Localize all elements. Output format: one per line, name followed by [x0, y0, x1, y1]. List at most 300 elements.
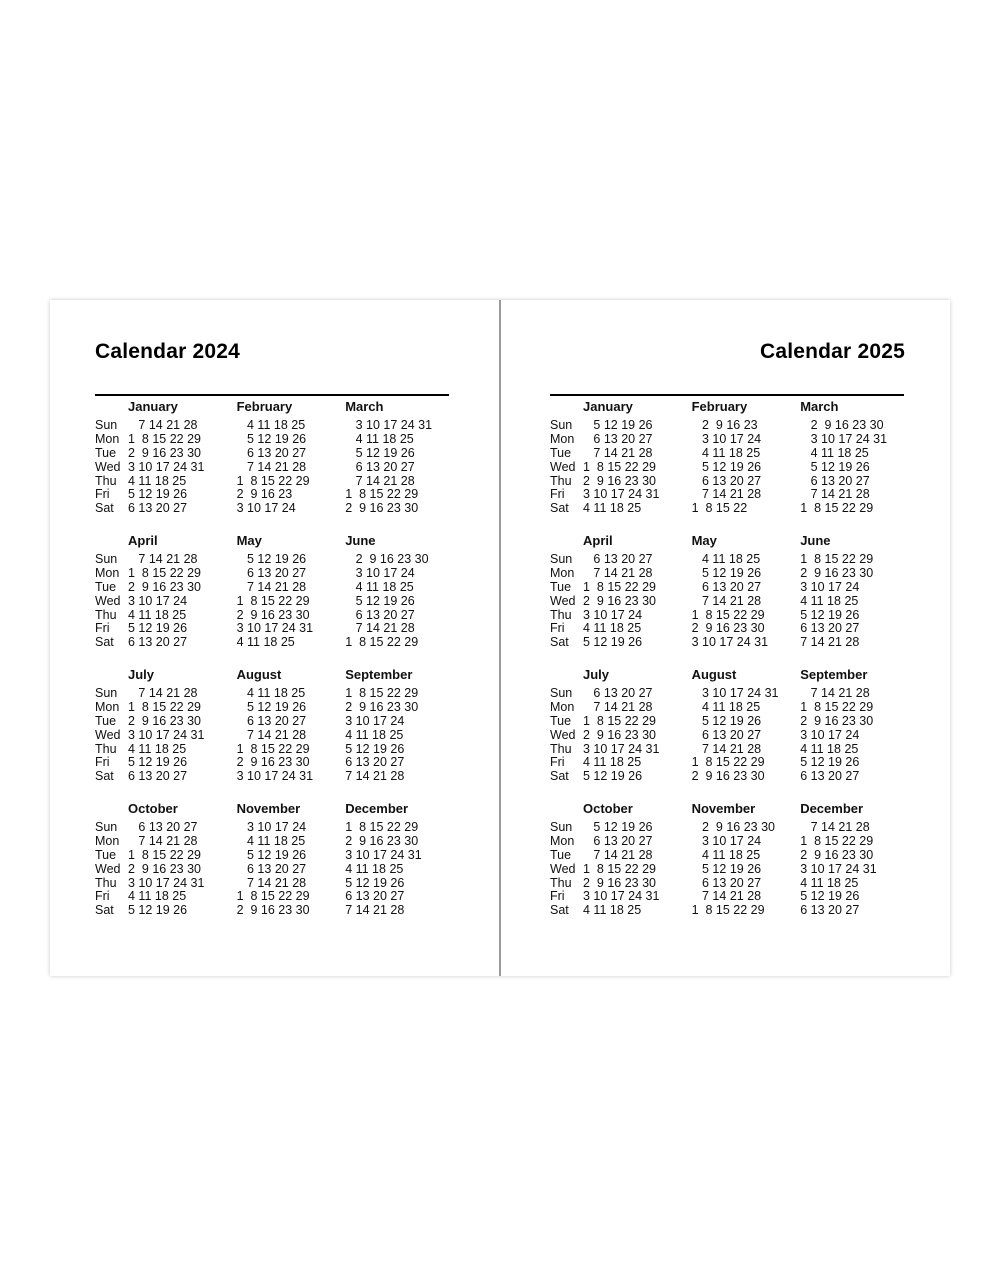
- weekday-label: Sun: [95, 418, 118, 432]
- weekday-dates-row: 4 11 18 25: [236, 635, 295, 650]
- weekday-dates-row: 5 12 19 26: [800, 607, 860, 622]
- weekday-dates-row: 6 13 20 27: [691, 875, 762, 890]
- weekday-dates-row: 1 8 15 22 29: [800, 833, 874, 848]
- month-name: June: [800, 533, 831, 548]
- month-grid: [550, 399, 910, 935]
- month-name: January: [128, 399, 178, 414]
- weekday-dates-row: 6 13 20 27: [345, 889, 405, 904]
- month-block: [237, 667, 346, 801]
- weekday-label: Wed: [550, 861, 576, 876]
- month-block: [583, 399, 692, 533]
- weekday-label: Thu: [550, 473, 572, 488]
- weekday-dates-row: 6 13 20 27: [128, 820, 198, 834]
- weekday-dates-row: 6 13 20 27: [345, 755, 405, 770]
- weekday-labels: [550, 801, 583, 935]
- weekday-label: Wed: [95, 593, 121, 608]
- weekday-dates-row: 4 11 18 25: [345, 431, 414, 446]
- month-block: [583, 667, 692, 801]
- weekday-label: Thu: [550, 875, 572, 890]
- month-block: [583, 533, 692, 667]
- weekday-dates-row: 3 10 17 24 31: [800, 431, 888, 446]
- month-block: [800, 667, 909, 801]
- month-days: [583, 687, 692, 784]
- weekday-dates-row: 2 9 16 23 30: [345, 699, 419, 714]
- weekday-dates-row: 3 10 17 24 31: [691, 686, 779, 700]
- weekday-dates-row: 4 11 18 25: [691, 552, 761, 566]
- weekday-dates-row: 1 8 15 22 29: [128, 699, 201, 714]
- month-block: [692, 533, 801, 667]
- weekday-dates-row: 2 9 16 23 30: [236, 755, 310, 770]
- weekday-dates-row: 1 8 15 22 29: [236, 741, 310, 756]
- month-name: March: [800, 399, 839, 414]
- weekday-dates-row: 7 14 21 28: [583, 699, 653, 714]
- weekday-dates-row: 3 10 17 24 31: [128, 727, 205, 742]
- month-days: [800, 821, 909, 918]
- month-name: April: [583, 533, 613, 548]
- weekday-dates-row: 3 10 17 24: [128, 593, 188, 608]
- weekday-label: Fri: [95, 621, 110, 636]
- weekday-dates-row: 7 14 21 28: [128, 833, 198, 848]
- weekday-dates-row: 7 14 21 28: [800, 487, 870, 502]
- weekday-dates-row: 4 11 18 25: [236, 833, 306, 848]
- quarter-row: [95, 399, 455, 533]
- month-name: October: [128, 801, 178, 816]
- month-name: May: [691, 533, 717, 548]
- weekday-dates-row: 1 8 15 22 29: [583, 579, 656, 594]
- weekday-dates-row: 2 9 16 23 30: [583, 727, 656, 742]
- weekday-dates-row: 6 13 20 27: [345, 607, 415, 622]
- weekday-dates-row: 1 8 15 22 29: [691, 755, 765, 770]
- weekday-dates-row: 5 12 19 26: [236, 847, 307, 862]
- weekday-label: Tue: [550, 445, 572, 460]
- weekday-dates-row: 1 8 15 22 29: [236, 593, 310, 608]
- weekday-label: Sun: [95, 686, 118, 700]
- weekday-label: Fri: [550, 621, 565, 636]
- weekday-dates-row: 1 8 15 22 29: [583, 459, 656, 474]
- weekday-dates-row: 5 12 19 26: [800, 889, 860, 904]
- weekday-label: Thu: [550, 741, 572, 756]
- weekday-dates-row: 5 12 19 26: [236, 699, 307, 714]
- weekday-label: Tue: [550, 847, 572, 862]
- weekday-label: Sat: [550, 769, 569, 784]
- month-block: [345, 667, 454, 801]
- weekday-dates-row: 4 11 18 25: [128, 741, 187, 756]
- weekday-dates-row: 5 12 19 26: [345, 875, 405, 890]
- weekday-dates-row: 6 13 20 27: [128, 769, 188, 784]
- month-block: [800, 399, 909, 533]
- weekday-dates-row: 3 10 17 24: [691, 431, 762, 446]
- month-days: [692, 687, 801, 784]
- weekday-dates-row: 2 9 16 23 30: [800, 565, 874, 580]
- weekday-dates-row: 7 14 21 28: [345, 769, 405, 784]
- month-name: November: [236, 801, 301, 816]
- calendar-page-left: [50, 300, 499, 976]
- month-days: [128, 553, 237, 650]
- weekday-dates-row: 1 8 15 22 29: [691, 903, 765, 918]
- weekday-label: Sun: [95, 552, 118, 566]
- weekday-dates-row: 4 11 18 25: [128, 607, 187, 622]
- month-block: [128, 667, 237, 801]
- weekday-dates-row: 6 13 20 27: [583, 431, 653, 446]
- weekday-dates-row: 5 12 19 26: [583, 769, 643, 784]
- weekday-dates-row: 1 8 15 22 29: [345, 635, 419, 650]
- weekday-label: Fri: [95, 487, 110, 502]
- weekday-label: Mon: [95, 431, 120, 446]
- weekday-dates-row: 5 12 19 26: [345, 593, 415, 608]
- weekday-dates-row: 2 9 16 23 30: [691, 820, 775, 834]
- month-name: January: [583, 399, 633, 414]
- weekday-dates-row: 2 9 16 23 30: [800, 847, 874, 862]
- month-days: [345, 687, 454, 784]
- weekday-label: Mon: [95, 833, 120, 848]
- weekday-labels: [95, 533, 128, 667]
- quarter-row: [95, 533, 455, 667]
- month-name: June: [345, 533, 376, 548]
- month-days: [128, 687, 237, 784]
- weekday-dates-row: 6 13 20 27: [800, 473, 870, 488]
- weekday-label: Fri: [95, 889, 110, 904]
- weekday-dates-row: 2 9 16 23 30: [236, 607, 310, 622]
- month-name: February: [236, 399, 293, 414]
- weekday-label: Thu: [95, 875, 117, 890]
- weekday-dates-row: 7 14 21 28: [691, 487, 762, 502]
- weekday-label: Fri: [550, 889, 565, 904]
- weekday-dates-row: 3 10 17 24 31: [345, 847, 422, 862]
- month-name: July: [583, 667, 610, 682]
- month-days: [800, 687, 909, 784]
- weekday-label: Fri: [550, 755, 565, 770]
- weekday-dates-row: 3 10 17 24 31: [583, 741, 660, 756]
- weekday-dates-row: 4 11 18 25: [128, 889, 187, 904]
- weekday-dates-row: 3 10 17 24 31: [345, 418, 433, 432]
- month-days: [345, 553, 454, 650]
- month-block: [237, 801, 346, 935]
- weekday-dates-row: 7 14 21 28: [800, 686, 870, 700]
- weekday-dates-row: 6 13 20 27: [800, 621, 860, 636]
- month-days: [800, 419, 909, 516]
- weekday-label: Tue: [95, 445, 117, 460]
- weekday-label: Mon: [550, 833, 575, 848]
- weekday-dates-row: 6 13 20 27: [345, 459, 415, 474]
- month-block: [128, 533, 237, 667]
- weekday-dates-row: 3 10 17 24 31: [128, 875, 205, 890]
- weekday-dates-row: 3 10 17 24: [800, 579, 860, 594]
- month-block: [800, 533, 909, 667]
- page-title: Calendar 2025: [759, 340, 905, 363]
- quarter-row: [95, 667, 455, 801]
- weekday-dates-row: 4 11 18 25: [128, 473, 187, 488]
- weekday-dates-row: 2 9 16 23 30: [583, 473, 656, 488]
- weekday-labels: [550, 667, 583, 801]
- weekday-dates-row: 1 8 15 22 29: [800, 699, 874, 714]
- quarter-row: [550, 667, 910, 801]
- weekday-label: Tue: [95, 713, 117, 728]
- weekday-label: Wed: [95, 459, 121, 474]
- weekday-dates-row: 1 8 15 22 29: [583, 713, 656, 728]
- quarter-row: [550, 801, 910, 935]
- month-block: [128, 801, 237, 935]
- weekday-dates-row: 2 9 16 23 30: [345, 501, 419, 516]
- weekday-label: Mon: [550, 565, 575, 580]
- weekday-label: Sun: [550, 686, 573, 700]
- weekday-label: Thu: [95, 741, 117, 756]
- weekday-dates-row: 5 12 19 26: [128, 621, 188, 636]
- weekday-labels: [95, 801, 128, 935]
- month-name: March: [345, 399, 384, 414]
- weekday-dates-row: 7 14 21 28: [128, 552, 198, 566]
- weekday-dates-row: 2 9 16 23 30: [128, 713, 201, 728]
- weekday-dates-row: 1 8 15 22 29: [800, 501, 874, 516]
- weekday-dates-row: 3 10 17 24 31: [128, 459, 205, 474]
- weekday-dates-row: 2 9 16 23 30: [583, 593, 656, 608]
- month-name: September: [345, 667, 413, 682]
- weekday-label: Sat: [550, 635, 569, 650]
- month-days: [237, 687, 346, 784]
- weekday-dates-row: 3 10 17 24 31: [583, 889, 660, 904]
- month-block: [345, 801, 454, 935]
- month-days: [583, 553, 692, 650]
- weekday-dates-row: 7 14 21 28: [345, 473, 415, 488]
- weekday-dates-row: 4 11 18 25: [800, 875, 859, 890]
- weekday-dates-row: 1 8 15 22 29: [345, 686, 419, 700]
- weekday-dates-row: 5 12 19 26: [345, 741, 405, 756]
- month-name: August: [691, 667, 737, 682]
- month-days: [583, 821, 692, 918]
- weekday-dates-row: 3 10 17 24: [691, 833, 762, 848]
- weekday-label: Mon: [550, 431, 575, 446]
- weekday-dates-row: 3 10 17 24 31: [236, 621, 314, 636]
- title-rule: [95, 394, 449, 396]
- weekday-dates-row: 2 9 16 23 30: [800, 713, 874, 728]
- month-block: [692, 399, 801, 533]
- quarter-row: [95, 801, 455, 935]
- weekday-dates-row: 7 14 21 28: [128, 686, 198, 700]
- weekday-dates-row: 4 11 18 25: [800, 593, 859, 608]
- month-days: [237, 419, 346, 516]
- month-name: April: [128, 533, 158, 548]
- weekday-labels: [550, 399, 583, 533]
- weekday-label: Sun: [550, 418, 573, 432]
- month-name: December: [345, 801, 409, 816]
- weekday-dates-row: 1 8 15 22: [691, 501, 748, 516]
- month-days: [128, 821, 237, 918]
- month-name: July: [128, 667, 155, 682]
- weekday-dates-row: 7 14 21 28: [800, 635, 860, 650]
- weekday-label: Tue: [95, 847, 117, 862]
- weekday-label: Sat: [95, 769, 114, 784]
- weekday-dates-row: 5 12 19 26: [128, 755, 188, 770]
- weekday-dates-row: 2 9 16 23 30: [345, 552, 429, 566]
- weekday-dates-row: 7 14 21 28: [691, 741, 762, 756]
- weekday-dates-row: 5 12 19 26: [583, 820, 653, 834]
- weekday-dates-row: 4 11 18 25: [583, 903, 642, 918]
- weekday-dates-row: 7 14 21 28: [800, 820, 870, 834]
- weekday-dates-row: 3 10 17 24: [236, 501, 296, 516]
- weekday-dates-row: 4 11 18 25: [345, 861, 404, 876]
- weekday-dates-row: 6 13 20 27: [691, 473, 762, 488]
- weekday-dates-row: 5 12 19 26: [236, 431, 307, 446]
- weekday-dates-row: 1 8 15 22 29: [128, 847, 201, 862]
- month-name: February: [691, 399, 748, 414]
- weekday-label: Wed: [95, 727, 121, 742]
- weekday-dates-row: 6 13 20 27: [128, 635, 188, 650]
- month-name: December: [800, 801, 864, 816]
- weekday-dates-row: 7 14 21 28: [583, 565, 653, 580]
- weekday-dates-row: 2 9 16 23 30: [800, 418, 884, 432]
- weekday-label: Thu: [95, 473, 117, 488]
- month-name: October: [583, 801, 633, 816]
- weekday-dates-row: 6 13 20 27: [800, 769, 860, 784]
- weekday-label: Sat: [95, 501, 114, 516]
- weekday-dates-row: 1 8 15 22 29: [583, 861, 656, 876]
- month-days: [237, 553, 346, 650]
- weekday-label: Wed: [550, 727, 576, 742]
- month-block: [692, 801, 801, 935]
- calendar-page-right: [501, 300, 950, 976]
- weekday-dates-row: 4 11 18 25: [583, 501, 642, 516]
- weekday-dates-row: 3 10 17 24: [345, 713, 405, 728]
- weekday-label: Wed: [550, 593, 576, 608]
- weekday-labels: [95, 399, 128, 533]
- weekday-dates-row: 7 14 21 28: [583, 847, 653, 862]
- weekday-label: Sun: [95, 820, 118, 834]
- weekday-dates-row: 4 11 18 25: [345, 727, 404, 742]
- weekday-label: Sat: [550, 501, 569, 516]
- month-name: May: [236, 533, 262, 548]
- weekday-dates-row: 5 12 19 26: [128, 487, 188, 502]
- weekday-dates-row: 3 10 17 24 31: [800, 861, 877, 876]
- weekday-dates-row: 2 9 16 23 30: [691, 621, 765, 636]
- quarter-row: [550, 399, 910, 533]
- month-name: August: [236, 667, 282, 682]
- weekday-label: Mon: [95, 565, 120, 580]
- weekday-dates-row: 7 14 21 28: [236, 875, 307, 890]
- weekday-label: Sun: [550, 552, 573, 566]
- calendar-spread: [50, 300, 950, 976]
- weekday-label: Tue: [95, 579, 117, 594]
- weekday-labels: [95, 667, 128, 801]
- weekday-dates-row: 5 12 19 26: [236, 552, 307, 566]
- weekday-label: Tue: [550, 713, 572, 728]
- weekday-dates-row: 4 11 18 25: [691, 699, 761, 714]
- weekday-dates-row: 4 11 18 25: [583, 621, 642, 636]
- weekday-dates-row: 1 8 15 22 29: [128, 431, 201, 446]
- weekday-dates-row: 6 13 20 27: [236, 713, 307, 728]
- weekday-dates-row: 1 8 15 22 29: [691, 607, 765, 622]
- weekday-dates-row: 4 11 18 25: [800, 445, 869, 460]
- weekday-dates-row: 3 10 17 24: [236, 820, 307, 834]
- weekday-dates-row: 4 11 18 25: [691, 445, 761, 460]
- weekday-dates-row: 5 12 19 26: [583, 635, 643, 650]
- weekday-dates-row: 3 10 17 24 31: [583, 487, 660, 502]
- month-days: [692, 419, 801, 516]
- weekday-dates-row: 1 8 15 22 29: [236, 889, 310, 904]
- weekday-dates-row: 2 9 16 23 30: [691, 769, 765, 784]
- weekday-dates-row: 6 13 20 27: [583, 552, 653, 566]
- month-block: [237, 399, 346, 533]
- weekday-label: Fri: [550, 487, 565, 502]
- quarter-row: [550, 533, 910, 667]
- weekday-label: Sun: [550, 820, 573, 834]
- weekday-dates-row: 7 14 21 28: [691, 593, 762, 608]
- weekday-label: Fri: [95, 755, 110, 770]
- month-days: [692, 821, 801, 918]
- weekday-label: Mon: [95, 699, 120, 714]
- weekday-dates-row: 2 9 16 23: [691, 418, 758, 432]
- weekday-label: Mon: [550, 699, 575, 714]
- month-grid: [95, 399, 455, 935]
- month-block: [583, 801, 692, 935]
- month-days: [345, 419, 454, 516]
- weekday-dates-row: 2 9 16 23: [236, 487, 293, 502]
- weekday-dates-row: 4 11 18 25: [236, 686, 306, 700]
- weekday-dates-row: 5 12 19 26: [691, 565, 762, 580]
- weekday-dates-row: 4 11 18 25: [800, 741, 859, 756]
- weekday-dates-row: 1 8 15 22 29: [800, 552, 874, 566]
- weekday-dates-row: 2 9 16 23 30: [583, 875, 656, 890]
- weekday-dates-row: 7 14 21 28: [691, 889, 762, 904]
- weekday-labels: [550, 533, 583, 667]
- month-block: [692, 667, 801, 801]
- weekday-label: Wed: [550, 459, 576, 474]
- weekday-label: Sat: [95, 903, 114, 918]
- weekday-dates-row: 6 13 20 27: [236, 861, 307, 876]
- weekday-dates-row: 6 13 20 27: [128, 501, 188, 516]
- page-title: Calendar 2024: [95, 340, 241, 363]
- weekday-dates-row: 2 9 16 23 30: [236, 903, 310, 918]
- weekday-label: Wed: [95, 861, 121, 876]
- weekday-dates-row: 5 12 19 26: [691, 459, 762, 474]
- weekday-label: Tue: [550, 579, 572, 594]
- weekday-dates-row: 7 14 21 28: [236, 727, 307, 742]
- month-block: [800, 801, 909, 935]
- title-rule: [550, 394, 904, 396]
- weekday-dates-row: 2 9 16 23 30: [128, 861, 201, 876]
- weekday-dates-row: 1 8 15 22 29: [345, 820, 419, 834]
- weekday-dates-row: 7 14 21 28: [236, 579, 307, 594]
- weekday-dates-row: 3 10 17 24 31: [236, 769, 314, 784]
- weekday-dates-row: 4 11 18 25: [345, 579, 414, 594]
- weekday-dates-row: 3 10 17 24: [345, 565, 415, 580]
- weekday-dates-row: 4 11 18 25: [236, 418, 306, 432]
- weekday-label: Thu: [95, 607, 117, 622]
- weekday-dates-row: 2 9 16 23 30: [345, 833, 419, 848]
- weekday-label: Thu: [550, 607, 572, 622]
- weekday-dates-row: 2 9 16 23 30: [128, 579, 201, 594]
- weekday-dates-row: 4 11 18 25: [583, 755, 642, 770]
- weekday-dates-row: 5 12 19 26: [691, 861, 762, 876]
- month-name: November: [691, 801, 756, 816]
- weekday-dates-row: 7 14 21 28: [345, 903, 405, 918]
- weekday-dates-row: 6 13 20 27: [236, 565, 307, 580]
- month-block: [237, 533, 346, 667]
- weekday-dates-row: 5 12 19 26: [583, 418, 653, 432]
- weekday-dates-row: 2 9 16 23 30: [128, 445, 201, 460]
- month-name: September: [800, 667, 868, 682]
- month-block: [345, 399, 454, 533]
- weekday-dates-row: 1 8 15 22 29: [236, 473, 310, 488]
- weekday-dates-row: 3 10 17 24: [583, 607, 643, 622]
- weekday-dates-row: 6 13 20 27: [583, 686, 653, 700]
- month-days: [345, 821, 454, 918]
- weekday-dates-row: 7 14 21 28: [583, 445, 653, 460]
- weekday-dates-row: 7 14 21 28: [128, 418, 198, 432]
- weekday-dates-row: 7 14 21 28: [236, 459, 307, 474]
- weekday-dates-row: 7 14 21 28: [345, 621, 415, 636]
- month-block: [345, 533, 454, 667]
- month-block: [128, 399, 237, 533]
- weekday-label: Sat: [550, 903, 569, 918]
